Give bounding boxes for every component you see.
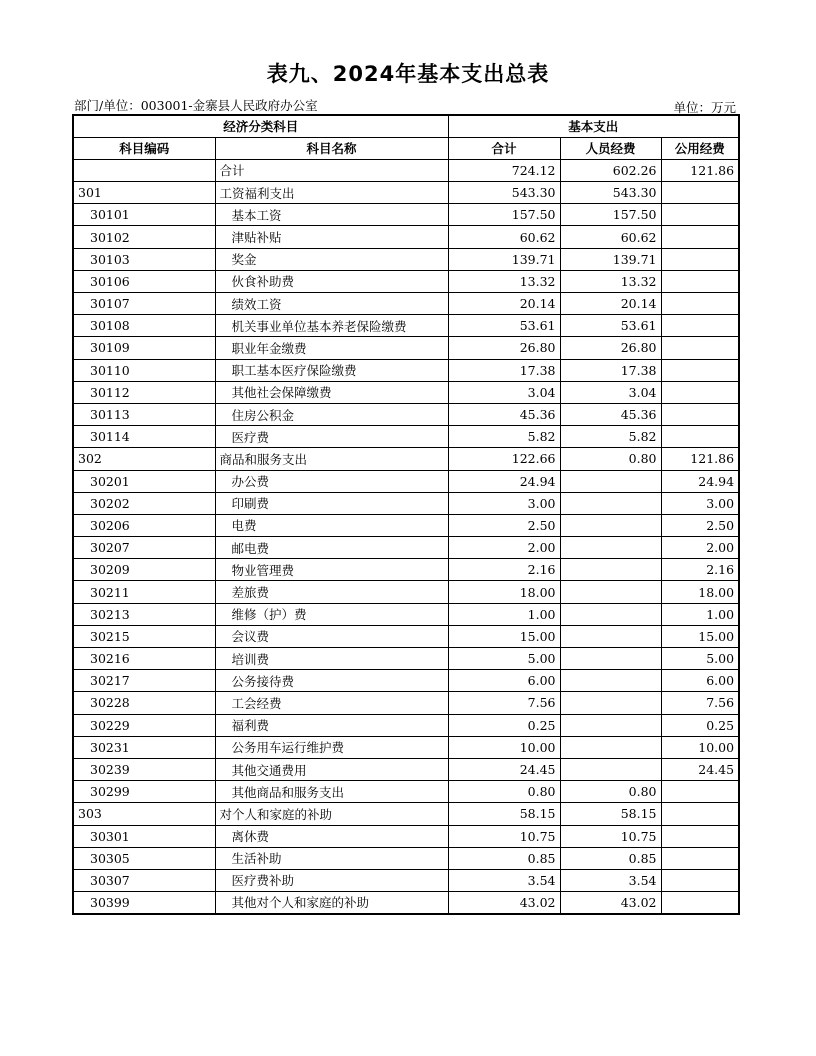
personnel-cell [560,670,661,692]
personnel-cell: 58.15 [560,803,661,825]
code-cell: 30209 [73,559,215,581]
header-public: 公用经费 [661,137,739,159]
personnel-cell: 20.14 [560,293,661,315]
table-row [73,248,739,270]
name-cell: 生活补助 [215,847,448,869]
unit-label: 单位：万元 [673,100,736,115]
public-cell [661,426,739,448]
public-cell: 121.86 [661,448,739,470]
public-cell: 121.86 [661,159,739,181]
header-column-row [73,137,739,159]
name-cell: 印刷费 [215,492,448,514]
header-group-row [73,115,739,137]
total-cell: 157.50 [448,204,560,226]
public-cell [661,381,739,403]
table-row [73,514,739,536]
total-cell: 26.80 [448,337,560,359]
table-row [73,293,739,315]
personnel-cell: 5.82 [560,426,661,448]
total-cell: 7.56 [448,692,560,714]
public-cell [661,847,739,869]
personnel-cell: 60.62 [560,226,661,248]
public-cell: 24.94 [661,470,739,492]
name-cell: 公务用车运行维护费 [215,736,448,758]
name-cell: 培训费 [215,648,448,670]
public-cell: 2.00 [661,537,739,559]
code-cell: 30201 [73,470,215,492]
total-cell: 6.00 [448,670,560,692]
code-cell: 30301 [73,825,215,847]
personnel-cell: 10.75 [560,825,661,847]
table-row [73,803,739,825]
code-cell: 30206 [73,514,215,536]
personnel-cell: 13.32 [560,270,661,292]
public-cell: 2.16 [661,559,739,581]
code-cell: 30213 [73,603,215,625]
public-cell [661,182,739,204]
total-cell: 3.54 [448,869,560,891]
code-cell: 30215 [73,625,215,647]
table-row [73,159,739,181]
public-cell [661,803,739,825]
personnel-cell: 17.38 [560,359,661,381]
table-row [73,537,739,559]
table-row [73,270,739,292]
personnel-cell: 26.80 [560,337,661,359]
total-cell: 2.16 [448,559,560,581]
personnel-cell [560,714,661,736]
table-row [73,315,739,337]
name-cell: 物业管理费 [215,559,448,581]
total-cell: 0.25 [448,714,560,736]
code-cell: 30103 [73,248,215,270]
name-cell: 基本工资 [215,204,448,226]
public-cell [661,337,739,359]
public-cell [661,226,739,248]
personnel-cell: 157.50 [560,204,661,226]
table-body [73,159,739,913]
name-cell: 其他社会保障缴费 [215,381,448,403]
table-row [73,403,739,425]
table-row [73,825,739,847]
name-cell: 工会经费 [215,692,448,714]
public-cell: 1.00 [661,603,739,625]
table-row [73,492,739,514]
code-cell: 30228 [73,692,215,714]
total-cell: 5.00 [448,648,560,670]
total-cell: 17.38 [448,359,560,381]
table-row [73,714,739,736]
personnel-cell [560,581,661,603]
code-cell: 30101 [73,204,215,226]
personnel-cell: 0.80 [560,448,661,470]
total-cell: 43.02 [448,892,560,914]
table-row [73,359,739,381]
public-cell [661,403,739,425]
name-cell: 福利费 [215,714,448,736]
personnel-cell [560,625,661,647]
table-row [73,869,739,891]
personnel-cell [560,492,661,514]
total-cell: 10.75 [448,825,560,847]
table-row [73,670,739,692]
total-cell: 139.71 [448,248,560,270]
page-title: 表九、2024年基本支出总表 [266,62,550,86]
name-cell: 邮电费 [215,537,448,559]
total-cell: 5.82 [448,426,560,448]
total-cell: 24.45 [448,758,560,780]
code-cell: 30399 [73,892,215,914]
header-economic-category: 经济分类科目 [73,115,448,137]
name-cell: 合计 [215,159,448,181]
table-row [73,337,739,359]
name-cell: 办公费 [215,470,448,492]
personnel-cell [560,692,661,714]
personnel-cell [560,537,661,559]
code-cell: 30231 [73,736,215,758]
name-cell: 对个人和家庭的补助 [215,803,448,825]
total-cell: 0.80 [448,781,560,803]
personnel-cell: 45.36 [560,403,661,425]
code-cell: 30239 [73,758,215,780]
personnel-cell [560,648,661,670]
table-row [73,892,739,914]
public-cell: 24.45 [661,758,739,780]
name-cell: 会议费 [215,625,448,647]
table-row [73,226,739,248]
code-cell: 302 [73,448,215,470]
personnel-cell: 543.30 [560,182,661,204]
public-cell: 15.00 [661,625,739,647]
code-cell: 30307 [73,869,215,891]
table-row [73,426,739,448]
total-cell: 2.00 [448,537,560,559]
table-row [73,204,739,226]
total-cell: 13.32 [448,270,560,292]
name-cell: 奖金 [215,248,448,270]
personnel-cell: 3.04 [560,381,661,403]
total-cell: 543.30 [448,182,560,204]
code-cell: 30112 [73,381,215,403]
total-cell: 10.00 [448,736,560,758]
table-row [73,758,739,780]
public-cell: 0.25 [661,714,739,736]
code-cell: 30207 [73,537,215,559]
name-cell: 医疗费 [215,426,448,448]
code-cell [73,159,215,181]
name-cell: 其他对个人和家庭的补助 [215,892,448,914]
code-cell: 30108 [73,315,215,337]
total-cell: 1.00 [448,603,560,625]
code-cell: 30211 [73,581,215,603]
name-cell: 伙食补助费 [215,270,448,292]
code-cell: 30109 [73,337,215,359]
table-row [73,847,739,869]
header-name: 科目名称 [215,137,448,159]
total-cell: 18.00 [448,581,560,603]
personnel-cell: 139.71 [560,248,661,270]
name-cell: 工资福利支出 [215,182,448,204]
code-cell: 30299 [73,781,215,803]
table-row [73,781,739,803]
code-cell: 30305 [73,847,215,869]
public-cell: 2.50 [661,514,739,536]
name-cell: 医疗费补助 [215,869,448,891]
personnel-cell: 0.85 [560,847,661,869]
code-cell: 301 [73,182,215,204]
name-cell: 离休费 [215,825,448,847]
expenditure-table [72,114,740,915]
public-cell [661,825,739,847]
code-cell: 30114 [73,426,215,448]
table-row [73,625,739,647]
header-personnel: 人员经费 [560,137,661,159]
name-cell: 差旅费 [215,581,448,603]
total-cell: 20.14 [448,293,560,315]
personnel-cell [560,559,661,581]
public-cell [661,204,739,226]
personnel-cell: 3.54 [560,869,661,891]
public-cell [661,359,739,381]
personnel-cell: 43.02 [560,892,661,914]
name-cell: 其他交通费用 [215,758,448,780]
code-cell: 30217 [73,670,215,692]
public-cell [661,270,739,292]
table-row [73,381,739,403]
personnel-cell: 602.26 [560,159,661,181]
public-cell: 5.00 [661,648,739,670]
table-row [73,470,739,492]
code-cell: 30202 [73,492,215,514]
total-cell: 15.00 [448,625,560,647]
public-cell [661,869,739,891]
code-cell: 30102 [73,226,215,248]
public-cell: 7.56 [661,692,739,714]
table-row [73,692,739,714]
total-cell: 53.61 [448,315,560,337]
total-cell: 2.50 [448,514,560,536]
public-cell [661,315,739,337]
code-cell: 303 [73,803,215,825]
code-cell: 30107 [73,293,215,315]
public-cell [661,781,739,803]
total-cell: 3.04 [448,381,560,403]
public-cell: 3.00 [661,492,739,514]
total-cell: 122.66 [448,448,560,470]
public-cell [661,293,739,315]
total-cell: 724.12 [448,159,560,181]
name-cell: 维修（护）费 [215,603,448,625]
name-cell: 机关事业单位基本养老保险缴费 [215,315,448,337]
public-cell [661,892,739,914]
table-row [73,581,739,603]
personnel-cell [560,758,661,780]
name-cell: 职工基本医疗保险缴费 [215,359,448,381]
personnel-cell [560,514,661,536]
total-cell: 3.00 [448,492,560,514]
table-row [73,603,739,625]
code-cell: 30216 [73,648,215,670]
total-cell: 0.85 [448,847,560,869]
table-row [73,448,739,470]
personnel-cell: 0.80 [560,781,661,803]
personnel-cell [560,736,661,758]
personnel-cell [560,470,661,492]
code-cell: 30113 [73,403,215,425]
name-cell: 津贴补贴 [215,226,448,248]
name-cell: 绩效工资 [215,293,448,315]
name-cell: 商品和服务支出 [215,448,448,470]
code-cell: 30110 [73,359,215,381]
code-cell: 30106 [73,270,215,292]
public-cell: 10.00 [661,736,739,758]
header-code: 科目编码 [73,137,215,159]
department-label: 部门/单位：003001-金寨县人民政府办公室 [74,98,318,113]
header-total: 合计 [448,137,560,159]
name-cell: 住房公积金 [215,403,448,425]
name-cell: 其他商品和服务支出 [215,781,448,803]
personnel-cell: 53.61 [560,315,661,337]
total-cell: 60.62 [448,226,560,248]
code-cell: 30229 [73,714,215,736]
header-basic-expenditure: 基本支出 [448,115,739,137]
public-cell: 18.00 [661,581,739,603]
total-cell: 45.36 [448,403,560,425]
name-cell: 电费 [215,514,448,536]
table-row [73,559,739,581]
name-cell: 公务接待费 [215,670,448,692]
table-row [73,736,739,758]
public-cell: 6.00 [661,670,739,692]
total-cell: 58.15 [448,803,560,825]
table-row [73,182,739,204]
personnel-cell [560,603,661,625]
public-cell [661,248,739,270]
table-row [73,648,739,670]
name-cell: 职业年金缴费 [215,337,448,359]
total-cell: 24.94 [448,470,560,492]
